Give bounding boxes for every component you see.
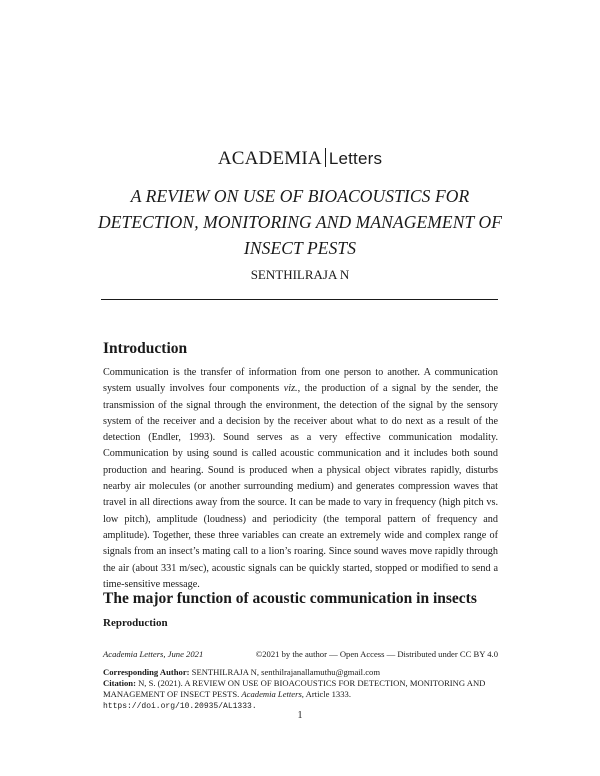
brand-academia: ACADEMIA	[217, 148, 322, 169]
citation-journal: Academia Letters	[241, 689, 302, 699]
title-divider	[101, 299, 498, 300]
brand-letters: Letters	[328, 149, 383, 168]
introduction-paragraph	[103, 365, 498, 593]
footer-journal-date: Academia Letters, June 2021	[103, 649, 204, 659]
footer-corresponding-author	[103, 667, 498, 678]
page-number: 1	[297, 710, 303, 721]
article-author: SENTHILRAJA N	[250, 267, 350, 282]
corr-text: SENTHILRAJA N, senthilrajanallamuthu@gmail.com	[189, 667, 381, 677]
footer-citation	[103, 678, 498, 712]
reproduction-subheading: Reproduction	[103, 617, 168, 629]
footer-journal-line	[103, 649, 498, 660]
citation-label: Citation:	[103, 678, 136, 688]
brand-divider	[325, 148, 326, 167]
citation-text: N, S. (2021). A REVIEW ON USE OF BIOACOUSTICS FOR DETECTION, MONITORING AND MANAGEMENT OF INSECT PESTS.	[103, 678, 486, 699]
intro-text-part-2: , the production of a signal by the sender, the transmission of the signal through the environment, the detection of the signal by the sensory system of the receiver and a decision by the receiver about what to do next as a result of the detection (Endler, 1993). Sound serves as a very effective communication modality. Communication by using sound is called acoustic communication and it includes both sound production and hearing. Sound is produced when a physical object vibrates rapidly, disturbs nearby air molecules (or another surrounding medium) and generates compression waves that travel in all directions away from the source. It can be made to vary in frequency (high pitch vs. low pitch), amplitude (loudness) and periodicity (the temporal pattern of frequency and amplitude). Together, these three variables can create an extremely wide and complex range of signals from an insect’s mating call to a lion’s roaring. Since sound waves move rapidly through the air (about 331 m/sec), acoustic signals can be quickly started, stopped or modified to send a time-sensitive message.	[103, 383, 498, 590]
corr-label: Corresponding Author:	[103, 667, 190, 677]
article-title: A REVIEW ON USE OF BIOACOUSTICS FOR DETECTION, MONITORING AND MANAGEMENT OF INSECT PESTS	[98, 186, 502, 258]
major-function-heading: The major function of acoustic communication in insects	[103, 590, 477, 607]
academia-letters-logo	[0, 148, 600, 170]
introduction-heading: Introduction	[103, 340, 188, 357]
intro-viz: viz.	[283, 383, 298, 395]
intro-text-part-1: Communication is the transfer of information from one person to another. A communication system usually involves four components	[103, 367, 498, 395]
doi-link[interactable]: https://doi.org/10.20935/AL1333.	[103, 702, 257, 711]
citation-article: , Article 1333.	[301, 689, 351, 699]
footer-license: ©2021 by the author — Open Access — Distributed under CC BY 4.0	[255, 649, 498, 659]
